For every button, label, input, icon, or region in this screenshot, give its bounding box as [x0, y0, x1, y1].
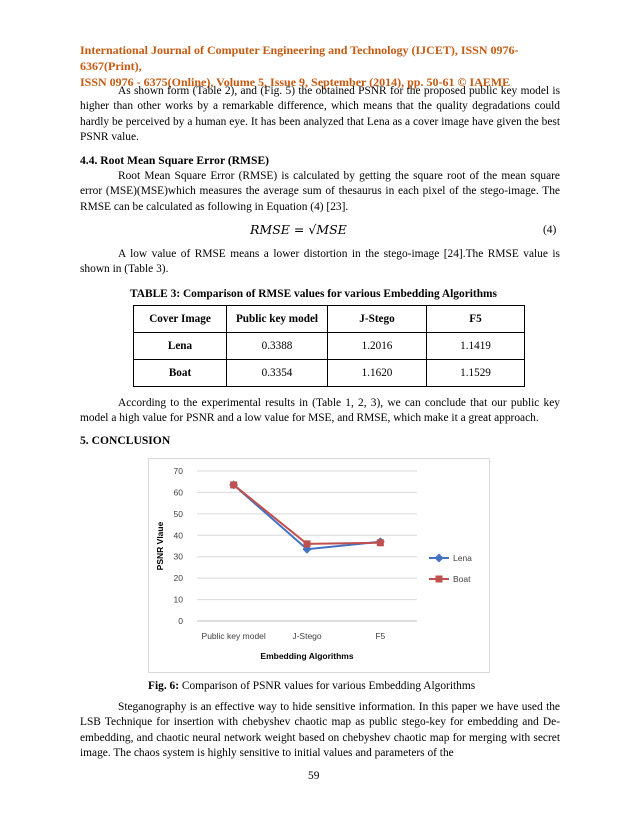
- equation-number: (4): [543, 224, 557, 236]
- equation-rhs: = √MSE: [293, 222, 347, 237]
- figure6-label: Fig. 6:: [148, 680, 180, 692]
- table-cell: 0.3354: [227, 360, 328, 387]
- y-tick-label: 60: [173, 487, 183, 498]
- paragraph-rmse-low: A low value of RMSE means a lower distortion in the stego-image [24].The RMSE value is shown in (Table 3).: [80, 248, 560, 276]
- figure6-caption: [148, 680, 475, 692]
- journal-header: [80, 42, 564, 90]
- psnr-chart-frame: [148, 458, 490, 673]
- legend-marker-boat: [436, 576, 443, 583]
- y-tick-label: 50: [173, 508, 183, 519]
- table-row: [134, 360, 525, 387]
- section-heading-conclusion: 5. CONCLUSION: [80, 434, 171, 447]
- paragraph-results-conclusion: According to the experimental results in (Table 1, 2, 3), we can conclude that our public key model a high value for PSNR and a low value for MSE, and RMSE, which make it a great approach.: [80, 397, 560, 425]
- figure6-text: Comparison of PSNR values for various Embedding Algorithms: [181, 680, 476, 692]
- y-tick-label: 30: [173, 551, 183, 562]
- table-cell: 0.3388: [227, 333, 328, 360]
- journal-header-line2: ISSN 0976 - 6375(Online), Volume 5, Issue 9, September (2014), pp. 50-61 © IAEME: [80, 75, 511, 89]
- table-header-cell: Cover Image: [134, 306, 227, 333]
- rmse-table: [133, 305, 525, 387]
- x-tick-label: J-Stego: [292, 631, 322, 641]
- legend-label-boat: Boat: [453, 574, 471, 584]
- table-cell: Boat: [134, 360, 227, 387]
- x-tick-label: F5: [375, 631, 386, 641]
- paragraph-rmse-definition: Root Mean Square Error (RMSE) is calculated by getting the square root of the mean square error (MSE)(MSE)which measures the average sum of thesaurus in each pixel of the stego-image. The RMSE can be calculated as following in Equation (4) [23].: [80, 170, 560, 213]
- section-heading-rmse: 4.4. Root Mean Square Error (RMSE): [80, 154, 270, 167]
- table-header-cell: Public key model: [227, 306, 328, 333]
- table-cell: 1.1419: [427, 333, 525, 360]
- x-axis-title: Embedding Algorithms: [260, 651, 354, 661]
- x-tick-label: Public key model: [201, 631, 266, 641]
- table3-caption: TABLE 3: Comparison of RMSE values for various Embedding Algorithms: [130, 288, 497, 300]
- data-point-boat: [230, 481, 237, 488]
- y-axis-title: PSNR Vlaue: [155, 521, 165, 571]
- y-tick-label: 10: [173, 594, 183, 605]
- series-line-lena: [234, 485, 381, 549]
- table-cell: 1.1620: [328, 360, 427, 387]
- y-tick-label: 40: [173, 530, 183, 541]
- table-cell: 1.1529: [427, 360, 525, 387]
- paragraph-psnr-result: As shown form (Table 2), and (Fig. 5) the obtained PSNR for the proposed public key model is higher than other works by a remarkable difference, which means that the quality degradations could hardly be perceived by a human eye. It has been analyzed that Lena as a cover image have given the best PSNR value.: [80, 85, 560, 144]
- equation-rmse: [250, 222, 347, 237]
- table-cell: 1.2016: [328, 333, 427, 360]
- paragraph-final: Steganography is an effective way to hide sensitive information. In this paper we have used the LSB Technique for insertion with chebyshev chaotic map as public stego-key for embedding and De-embedding, and chaotic neural network weight based on chebyshev chaotic map for merging with secret image. The chaos system is highly sensitive to initial values and parameters of the: [80, 701, 560, 760]
- legend-label-lena: Lena: [453, 553, 472, 563]
- data-point-boat: [304, 540, 311, 547]
- legend-marker-lena: [435, 554, 444, 563]
- table-header-cell: F5: [427, 306, 525, 333]
- journal-header-line1: International Journal of Computer Engineering and Technology (IJCET), ISSN 0976-6367(Print),: [80, 43, 519, 73]
- table-row: [134, 333, 525, 360]
- equation-lhs: RMSE: [250, 222, 290, 237]
- psnr-line-chart: [149, 459, 489, 672]
- y-tick-label: 70: [173, 466, 183, 476]
- table-cell: Lena: [134, 333, 227, 360]
- page-number: 59: [308, 770, 320, 782]
- table-header-row: [134, 306, 525, 333]
- y-tick-label: 0: [178, 616, 183, 626]
- table-header-cell: J-Stego: [328, 306, 427, 333]
- data-point-boat: [377, 539, 384, 546]
- y-tick-label: 20: [173, 573, 183, 584]
